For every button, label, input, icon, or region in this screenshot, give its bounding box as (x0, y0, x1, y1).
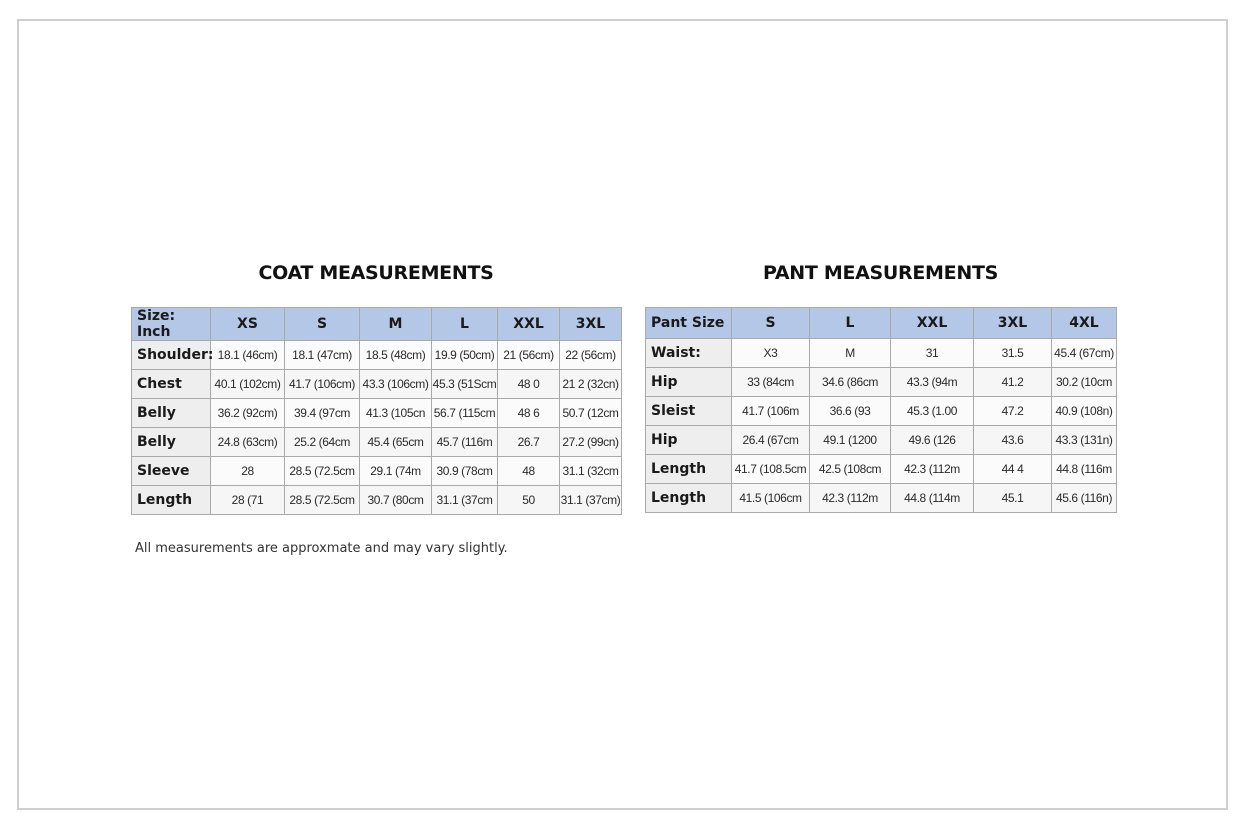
table-cell: 42.5 (108cm (810, 455, 891, 484)
table-row (132, 370, 622, 399)
pant-col-header: 3XL (974, 308, 1052, 339)
row-label: Belly (132, 428, 211, 457)
table-cell: 28.5 (72.5cm (285, 486, 360, 515)
table-cell: 27.2 (99cn) (560, 428, 622, 457)
table-row (646, 484, 1117, 513)
table-cell: 21 (56cm) (498, 341, 560, 370)
coat-title: COAT MEASUREMENTS (258, 262, 494, 284)
table-cell: 18.1 (46cm) (211, 341, 285, 370)
table-cell: 21 2 (32cn) (560, 370, 622, 399)
pant-col-header: L (810, 308, 891, 339)
table-cell: 47.2 (974, 397, 1052, 426)
table-cell: 56.7 (115cm (432, 399, 498, 428)
table-cell: 30.9 (78cm (432, 457, 498, 486)
table-cell: 31.1 (32cm (560, 457, 622, 486)
table-cell: 28.5 (72.5cm (285, 457, 360, 486)
row-label: Length (646, 455, 732, 484)
table-cell: 31.5 (974, 339, 1052, 368)
coat-col-header: XS (211, 308, 285, 341)
table-cell: 41.5 (106cm (732, 484, 810, 513)
table-cell: 43.6 (974, 426, 1052, 455)
coat-col-header: 3XL (560, 308, 622, 341)
table-cell: 30.2 (10cm (1052, 368, 1117, 397)
table-cell: 44 4 (974, 455, 1052, 484)
table-row (646, 426, 1117, 455)
table-cell: 48 0 (498, 370, 560, 399)
pant-title: PANT MEASUREMENTS (762, 262, 998, 284)
table-row (646, 455, 1117, 484)
table-cell: 45.6 (116n) (1052, 484, 1117, 513)
row-label: Length (132, 486, 211, 515)
row-label: Chest (132, 370, 211, 399)
pant-col-header: XXL (891, 308, 974, 339)
table-cell: 45.1 (974, 484, 1052, 513)
table-cell: 41.3 (105cn (360, 399, 432, 428)
table-cell: 42.3 (112m (891, 455, 974, 484)
table-row (646, 397, 1117, 426)
table-cell: 45.4 (67cm) (1052, 339, 1117, 368)
table-cell: 29.1 (74m (360, 457, 432, 486)
table-cell: 33 (84cm (732, 368, 810, 397)
table-cell: 48 6 (498, 399, 560, 428)
table-cell: 31.1 (37cm (432, 486, 498, 515)
row-label: Length (646, 484, 732, 513)
table-row (132, 341, 622, 370)
table-cell: 48 (498, 457, 560, 486)
table-cell: 19.9 (50cm) (432, 341, 498, 370)
table-row (646, 339, 1117, 368)
coat-col-header: M (360, 308, 432, 341)
pant-col-header: 4XL (1052, 308, 1117, 339)
table-cell: 44.8 (116m (1052, 455, 1117, 484)
row-label: Sleist (646, 397, 732, 426)
table-cell: 36.6 (93 (810, 397, 891, 426)
table-cell: 50 (498, 486, 560, 515)
row-label: Shoulder: (132, 341, 211, 370)
row-label: Hip (646, 368, 732, 397)
table-cell: 41.2 (974, 368, 1052, 397)
table-cell: 22 (56cm) (560, 341, 622, 370)
table-cell: 45.4 (65cm (360, 428, 432, 457)
footnote: All measurements are approxmate and may vary slightly. (135, 541, 508, 556)
table-row (132, 399, 622, 428)
table-cell: 40.9 (108n) (1052, 397, 1117, 426)
pant-header-row (646, 308, 1117, 339)
table-cell: 45.3 (51Scm (432, 370, 498, 399)
table-cell: 31.1 (37cm) (560, 486, 622, 515)
table-cell: X3 (732, 339, 810, 368)
row-label: Sleeve (132, 457, 211, 486)
table-cell: 39.4 (97cm (285, 399, 360, 428)
table-cell: 43.3 (94m (891, 368, 974, 397)
table-cell: 18.5 (48cm) (360, 341, 432, 370)
table-cell: 34.6 (86cm (810, 368, 891, 397)
table-cell: 25.2 (64cm (285, 428, 360, 457)
table-cell: 42.3 (112m (810, 484, 891, 513)
table-cell: 45.3 (1.00 (891, 397, 974, 426)
table-cell: 28 (71 (211, 486, 285, 515)
table-cell: 30.7 (80cm (360, 486, 432, 515)
table-cell: 40.1 (102cm) (211, 370, 285, 399)
table-cell: 43.3 (131n) (1052, 426, 1117, 455)
table-row (132, 457, 622, 486)
coat-header-row (132, 308, 622, 341)
coat-col-header: L (432, 308, 498, 341)
table-cell: 26.4 (67cm (732, 426, 810, 455)
table-cell: 18.1 (47cm) (285, 341, 360, 370)
table-cell: 31 (891, 339, 974, 368)
table-cell: M (810, 339, 891, 368)
table-cell: 43.3 (106cm) (360, 370, 432, 399)
table-cell: 49.6 (126 (891, 426, 974, 455)
pant-col-header: S (732, 308, 810, 339)
table-cell: 28 (211, 457, 285, 486)
row-label: Hip (646, 426, 732, 455)
table-cell: 41.7 (106cm) (285, 370, 360, 399)
table-cell: 36.2 (92cm) (211, 399, 285, 428)
table-row (132, 428, 622, 457)
coat-col-header: S (285, 308, 360, 341)
table-cell: 41.7 (106m (732, 397, 810, 426)
pant-table (645, 307, 1117, 513)
table-cell: 24.8 (63cm) (211, 428, 285, 457)
coat-corner-label: Size: Inch (132, 308, 211, 341)
table-cell: 41.7 (108.5cm (732, 455, 810, 484)
table-cell: 50.7 (12cm (560, 399, 622, 428)
coat-col-header: XXL (498, 308, 560, 341)
table-cell: 45.7 (116m (432, 428, 498, 457)
pant-corner-label: Pant Size (646, 308, 732, 339)
table-row (132, 486, 622, 515)
table-cell: 49.1 (1200 (810, 426, 891, 455)
coat-table (131, 307, 622, 515)
table-row (646, 368, 1117, 397)
table-cell: 26.7 (498, 428, 560, 457)
row-label: Belly (132, 399, 211, 428)
table-cell: 44.8 (114m (891, 484, 974, 513)
row-label: Waist: (646, 339, 732, 368)
